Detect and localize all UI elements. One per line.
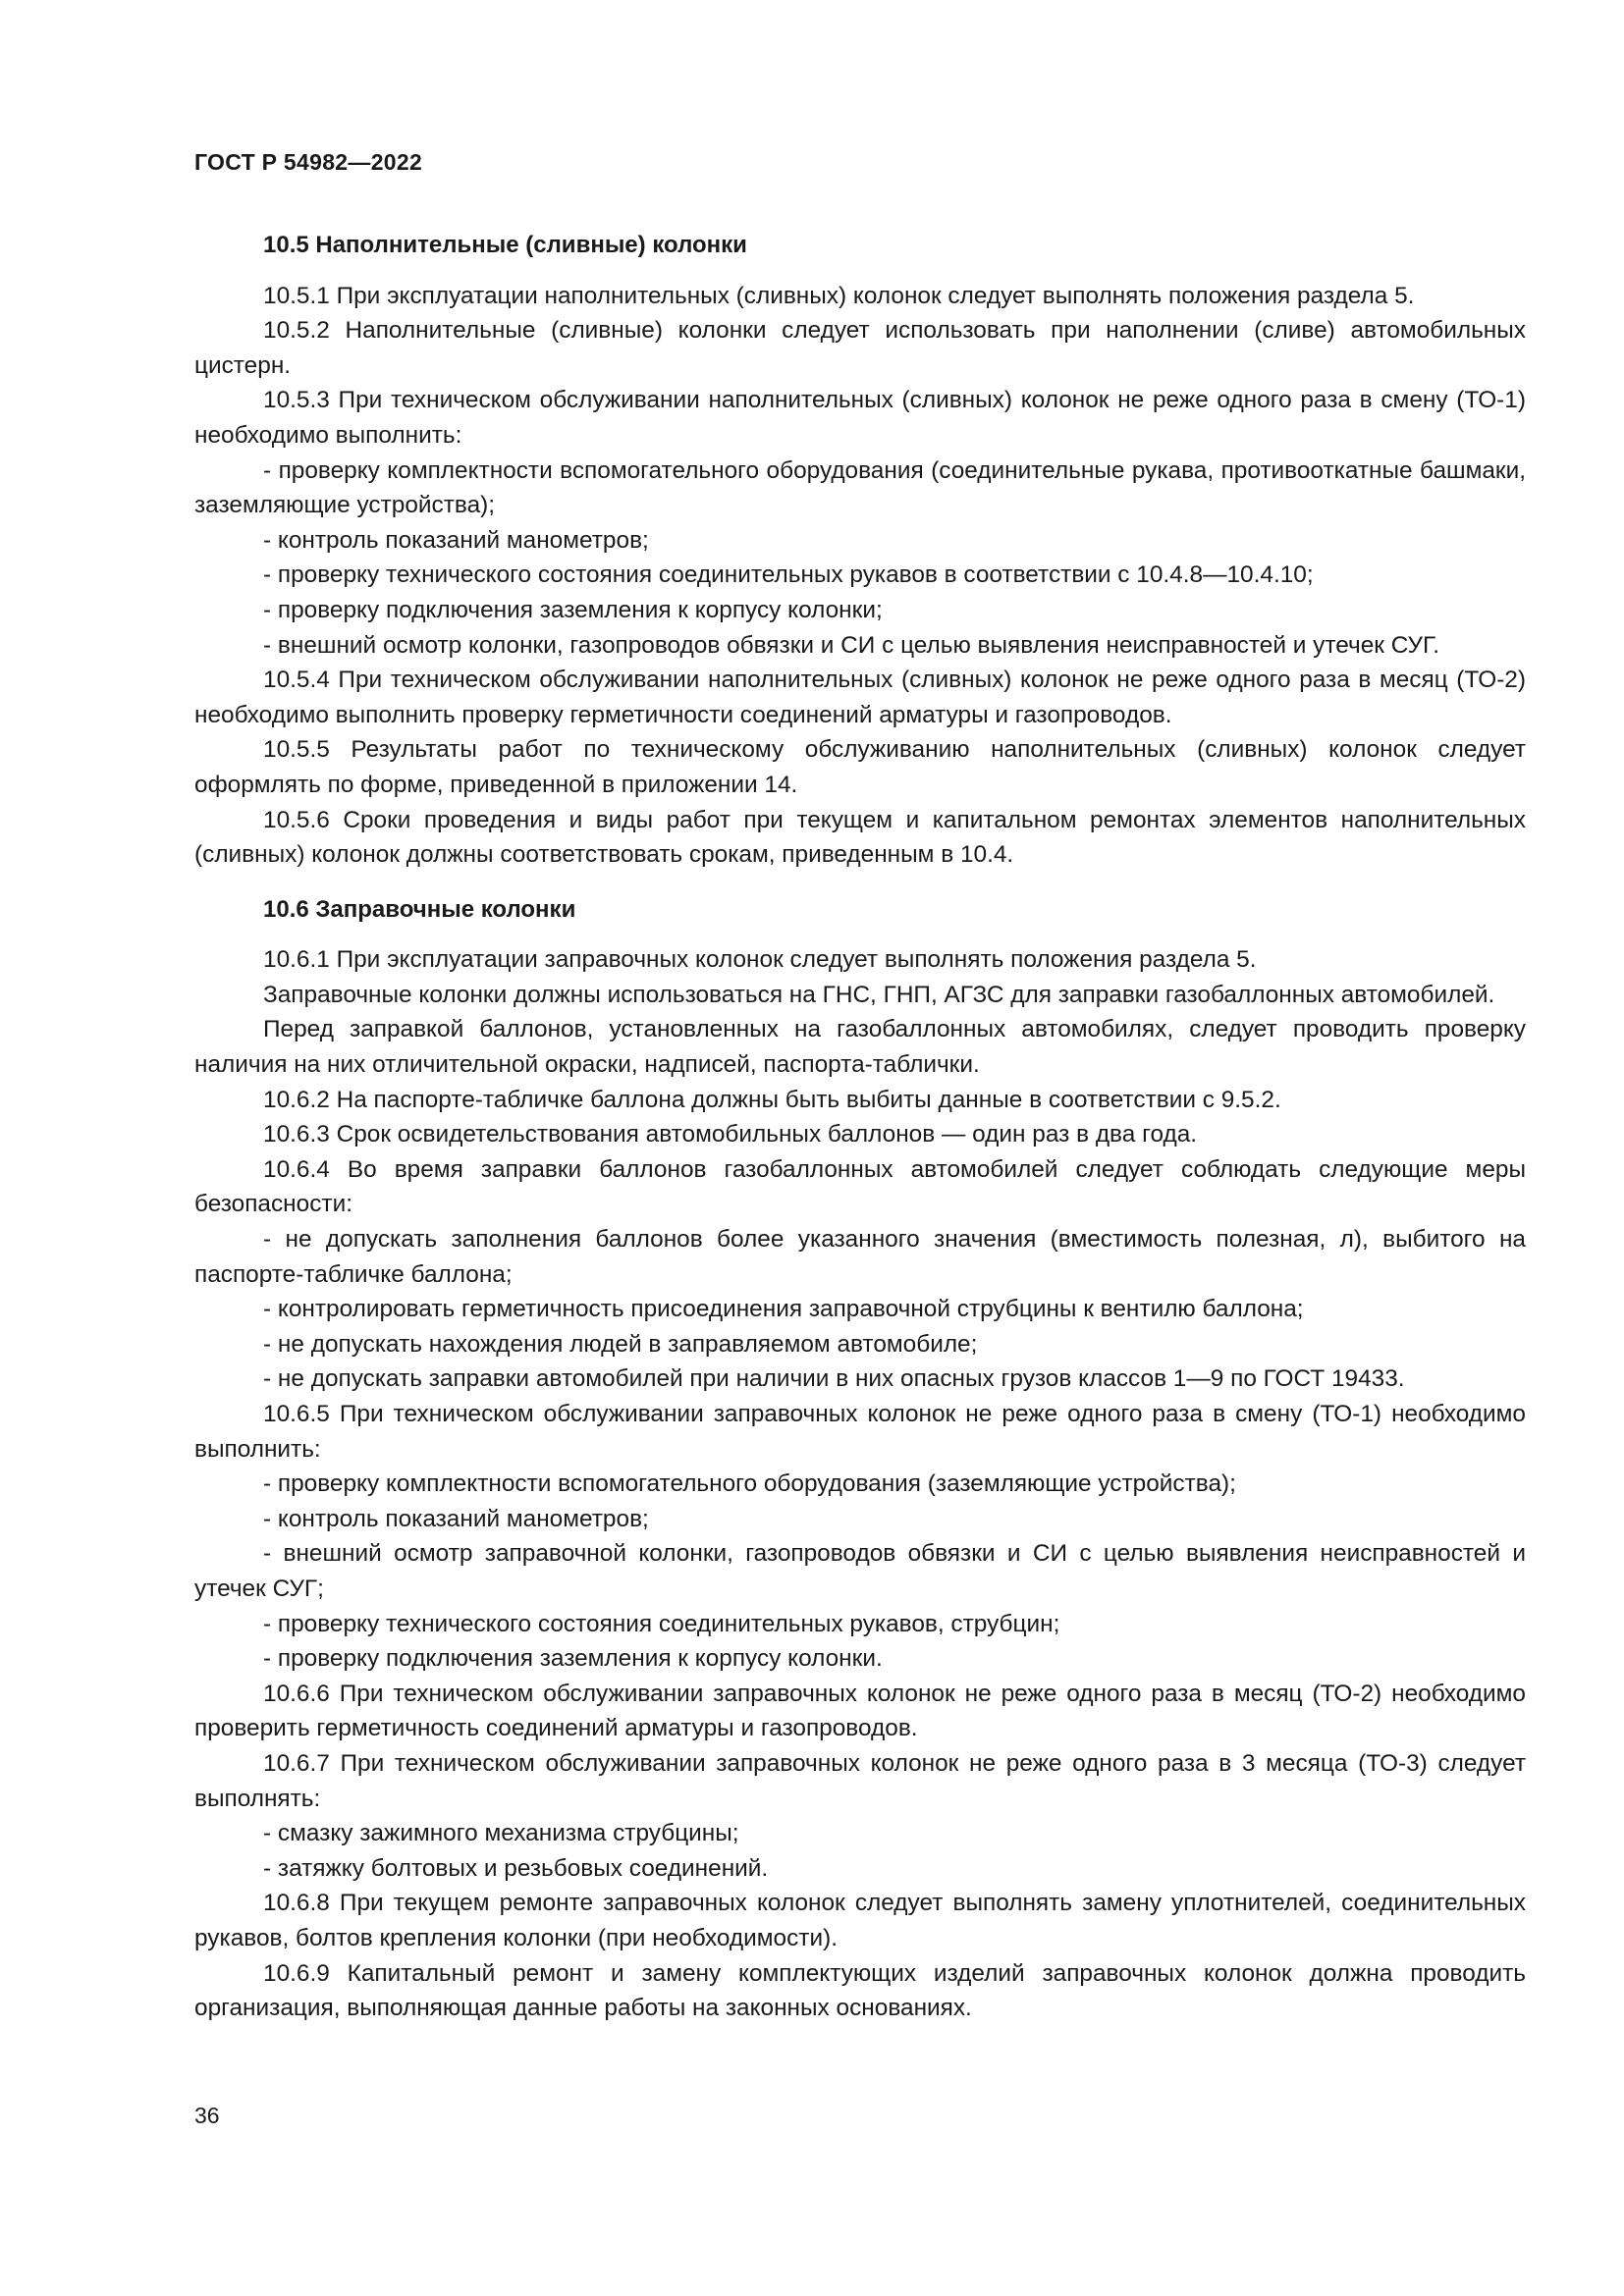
list-item: - внешний осмотр заправочной колонки, газопроводов обвязки и СИ с целью выявления неисправностей и утечек СУГ;	[194, 1540, 1526, 1602]
list-item: - проверку подключения заземления к корпусу колонки;	[263, 596, 883, 623]
paragraph: 10.5.5 Результаты работ по техническому обслуживанию наполнительных (сливных) колонок следует оформлять по форме, приведенной в приложении 14.	[194, 736, 1526, 798]
list-item: - проверку технического состояния соединительных рукавов в соответствии с 10.4.8—10.4.10;	[263, 561, 1314, 589]
section-heading: 10.5 Наполнительные (сливные) колонки	[263, 232, 747, 258]
list-item: - не допускать заполнения баллонов более указанного значения (вместимость полезная, л), выбитого на паспорте-табличке баллона;	[194, 1226, 1526, 1288]
list-item: - смазку зажимного механизма струбцины;	[263, 1820, 739, 1847]
list-item: - контролировать герметичность присоединения заправочной струбцины к вентилю баллона;	[263, 1296, 1304, 1323]
list-item: - затяжку болтовых и резьбовых соединений.	[263, 1854, 769, 1882]
paragraph: 10.6.8 При текущем ремонте заправочных колонок следует выполнять замену уплотнителей, соединительных рукавов, болтов крепления колонки (при необходимости).	[194, 1890, 1526, 1951]
paragraph: 10.6.9 Капитальный ремонт и замену комплектующих изделий заправочных колонок должна проводить организация, выполняющая данные работы на законных основаниях.	[194, 1959, 1526, 2022]
list-item: - внешний осмотр колонки, газопроводов обвязки и СИ с целью выявления неисправностей и утечек СУГ.	[263, 631, 1440, 659]
paragraph: 10.5.2 Наполнительные (сливные) колонки следует использовать при наполнении (сливе) автомобильных цистерн.	[194, 317, 1526, 379]
list-item: - не допускать заправки автомобилей при наличии в них опасных грузов классов 1—9 по ГОСТ 19433.	[263, 1365, 1405, 1393]
list-item: - проверку комплектности вспомогательного оборудования (соединительные рукава, противооткатные башмаки, заземляющие устройства);	[194, 456, 1526, 519]
list-item: - проверку подключения заземления к корпусу колонки.	[263, 1645, 883, 1673]
paragraph: 10.6.5 При техническом обслуживании заправочных колонок не реже одного раза в смену (ТО-1) необходимо выполнить:	[194, 1401, 1526, 1463]
paragraph: 10.6.3 Срок освидетельствования автомобильных баллонов — один раз в два года.	[263, 1121, 1198, 1148]
list-item: - контроль показаний манометров;	[263, 526, 649, 554]
page-number: 36	[194, 2103, 220, 2128]
paragraph: 10.6.2 На паспорте-табличке баллона должны быть выбиты данные в соответствии с 9.5.2.	[263, 1086, 1281, 1113]
paragraph: 10.6.7 При техническом обслуживании заправочных колонок не реже одного раза в 3 месяца (ТО-3) следует выполнять:	[194, 1749, 1526, 1812]
paragraph: 10.5.1 При эксплуатации наполнительных (сливных) колонок следует выполнять положения раздела 5.	[263, 282, 1415, 309]
paragraph: 10.6.4 Во время заправки баллонов газобаллонных автомобилей следует соблюдать следующие меры безопасности:	[194, 1155, 1526, 1218]
document-body	[194, 228, 1526, 2026]
list-item: - не допускать нахождения людей в заправляемом автомобиле;	[263, 1330, 978, 1358]
paragraph: 10.5.3 При техническом обслуживании наполнительных (сливных) колонок не реже одного раза в смену (ТО-1) необходимо выполнить:	[194, 387, 1526, 449]
list-item: - проверку комплектности вспомогательного оборудования (заземляющие устройства);	[263, 1470, 1236, 1498]
list-item: - контроль показаний манометров;	[263, 1505, 649, 1532]
paragraph: Заправочные колонки должны использоваться на ГНС, ГНП, АГЗС для заправки газобаллонных автомобилей.	[263, 981, 1495, 1008]
list-item: - проверку технического состояния соединительных рукавов, струбцин;	[263, 1610, 1060, 1637]
paragraph: 10.6.6 При техническом обслуживании заправочных колонок не реже одного раза в месяц (ТО-2) необходимо проверить герметичность соединений арматуры и газопроводов.	[194, 1680, 1526, 1742]
document-header: ГОСТ Р 54982—2022	[194, 149, 423, 175]
paragraph: 10.6.1 При эксплуатации заправочных колонок следует выполнять положения раздела 5.	[263, 946, 1257, 974]
paragraph: 10.5.4 При техническом обслуживании наполнительных (сливных) колонок не реже одного раза в месяц (ТО-2) необходимо выполнить проверку герметичности соединений арматуры и газопроводов.	[194, 667, 1526, 728]
section-heading: 10.6 Заправочные колонки	[263, 895, 576, 923]
paragraph: Перед заправкой баллонов, установленных на газобаллонных автомобилях, следует проводить проверку наличия на них отличительной окраски, надписей, паспорта-таблички.	[194, 1016, 1526, 1079]
paragraph: 10.5.6 Сроки проведения и виды работ при текущем и капитальном ремонтах элементов наполнительных (сливных) колонок должны соответствовать срокам, приведенным в 10.4.	[194, 806, 1526, 869]
